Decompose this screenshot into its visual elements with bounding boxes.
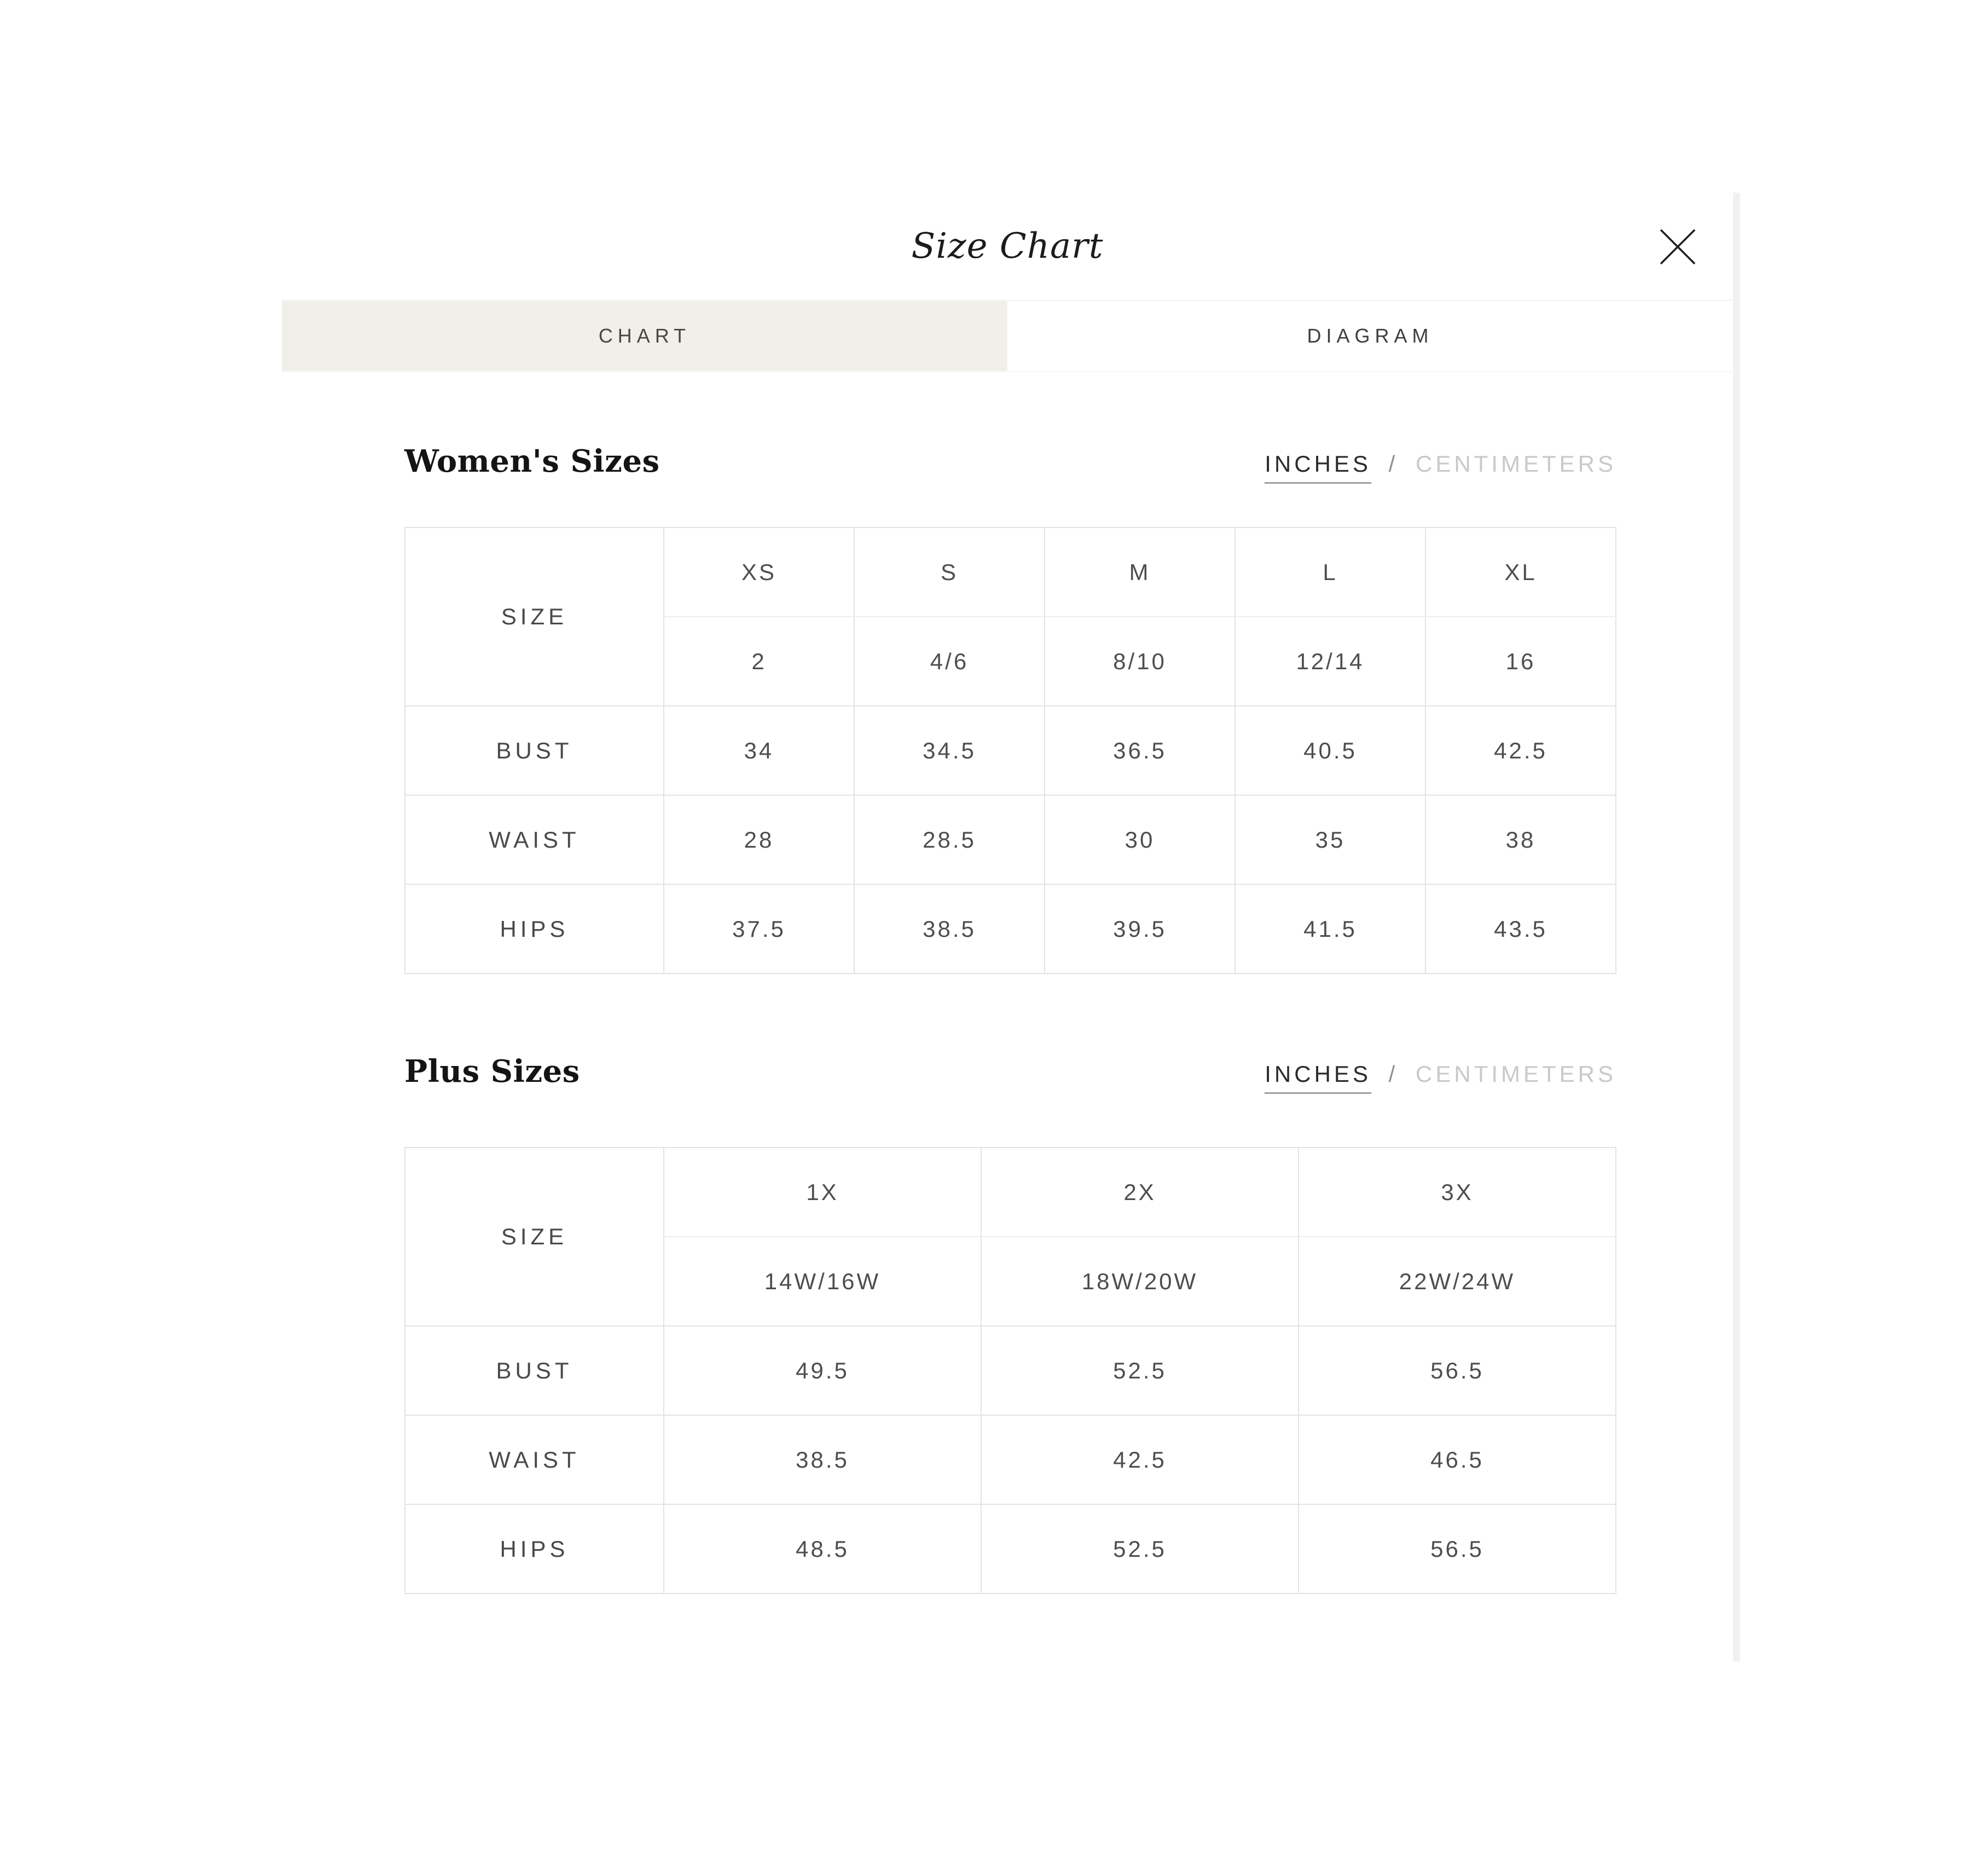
measurement-value-cell: 35 xyxy=(1235,795,1425,884)
measurement-row xyxy=(405,795,1616,884)
size-letter-cell: XL xyxy=(1425,528,1616,617)
measurement-value-cell: 28.5 xyxy=(854,795,1045,884)
size-header-row xyxy=(405,528,1616,617)
close-icon xyxy=(1658,228,1697,266)
measurement-value-cell: 52.5 xyxy=(981,1504,1299,1594)
size-corner-cell: SIZE xyxy=(405,528,664,706)
womens-sizes-table xyxy=(404,527,1616,974)
unit-inches-link[interactable]: INCHES xyxy=(1265,451,1371,484)
womens-sizes-section xyxy=(404,443,1616,974)
measurement-value-cell: 34 xyxy=(664,706,854,795)
section-header xyxy=(404,443,1616,487)
measurement-value-cell: 42.5 xyxy=(1425,706,1616,795)
measurement-value-cell: 41.5 xyxy=(1235,884,1425,974)
size-letter-cell: S xyxy=(854,528,1045,617)
size-letter-cell: 1X xyxy=(664,1148,981,1237)
measurement-value-cell: 46.5 xyxy=(1299,1415,1616,1504)
size-letter-cell: M xyxy=(1045,528,1235,617)
measurement-value-cell: 30 xyxy=(1045,795,1235,884)
unit-toggle xyxy=(1265,451,1616,477)
size-number-cell: 22W/24W xyxy=(1299,1237,1616,1326)
measurement-value-cell: 48.5 xyxy=(664,1504,981,1594)
size-letter-cell: 2X xyxy=(981,1148,1299,1237)
size-number-cell: 4/6 xyxy=(854,617,1045,706)
unit-centimeters-link[interactable]: CENTIMETERS xyxy=(1415,1061,1616,1087)
tab-diagram[interactable]: DIAGRAM xyxy=(1007,301,1733,371)
measurement-label-cell: BUST xyxy=(405,1326,664,1415)
womens-sizes-heading: Women's Sizes xyxy=(404,443,660,479)
unit-toggle xyxy=(1265,1061,1616,1087)
modal-header xyxy=(282,193,1733,300)
size-header-row xyxy=(405,1148,1616,1237)
measurement-value-cell: 42.5 xyxy=(981,1415,1299,1504)
measurement-value-cell: 56.5 xyxy=(1299,1326,1616,1415)
measurement-row xyxy=(405,706,1616,795)
modal-title: Size Chart xyxy=(911,226,1104,266)
plus-sizes-section xyxy=(404,1053,1616,1594)
size-number-cell: 12/14 xyxy=(1235,617,1425,706)
measurement-value-cell: 52.5 xyxy=(981,1326,1299,1415)
measurement-label-cell: HIPS xyxy=(405,884,664,974)
table-wrapper xyxy=(404,527,1616,974)
table-wrapper xyxy=(404,1147,1616,1594)
tab-chart[interactable]: CHART xyxy=(282,301,1007,371)
modal-content xyxy=(282,193,1733,1661)
section-header xyxy=(404,1053,1616,1097)
size-number-cell: 16 xyxy=(1425,617,1616,706)
measurement-value-cell: 49.5 xyxy=(664,1326,981,1415)
close-button[interactable] xyxy=(1656,225,1699,268)
size-number-cell: 8/10 xyxy=(1045,617,1235,706)
size-number-cell: 18W/20W xyxy=(981,1237,1299,1326)
plus-sizes-heading: Plus Sizes xyxy=(404,1053,580,1090)
measurement-label-cell: WAIST xyxy=(405,795,664,884)
size-number-cell: 2 xyxy=(664,617,854,706)
unit-separator: / xyxy=(1388,451,1399,477)
measurement-value-cell: 56.5 xyxy=(1299,1504,1616,1594)
unit-centimeters-link[interactable]: CENTIMETERS xyxy=(1415,451,1616,477)
measurement-row xyxy=(405,1504,1616,1594)
chart-tab-content xyxy=(404,443,1616,1671)
measurement-value-cell: 39.5 xyxy=(1045,884,1235,974)
measurement-value-cell: 38.5 xyxy=(664,1415,981,1504)
unit-separator: / xyxy=(1388,1061,1399,1087)
unit-inches-link[interactable]: INCHES xyxy=(1265,1061,1371,1094)
measurement-value-cell: 37.5 xyxy=(664,884,854,974)
tab-bar xyxy=(282,300,1733,372)
measurement-row xyxy=(405,1415,1616,1504)
measurement-value-cell: 43.5 xyxy=(1425,884,1616,974)
measurement-value-cell: 34.5 xyxy=(854,706,1045,795)
measurement-label-cell: HIPS xyxy=(405,1504,664,1594)
size-letter-cell: 3X xyxy=(1299,1148,1616,1237)
measurement-value-cell: 40.5 xyxy=(1235,706,1425,795)
size-letter-cell: L xyxy=(1235,528,1425,617)
measurement-value-cell: 38.5 xyxy=(854,884,1045,974)
measurement-value-cell: 38 xyxy=(1425,795,1616,884)
modal-scrollbar[interactable] xyxy=(1733,193,1740,1661)
measurement-label-cell: WAIST xyxy=(405,1415,664,1504)
measurement-row xyxy=(405,884,1616,974)
size-number-cell: 14W/16W xyxy=(664,1237,981,1326)
size-chart-modal xyxy=(282,193,1740,1661)
plus-sizes-table xyxy=(404,1147,1616,1594)
measurement-value-cell: 36.5 xyxy=(1045,706,1235,795)
size-corner-cell: SIZE xyxy=(405,1148,664,1326)
measurement-value-cell: 28 xyxy=(664,795,854,884)
measurement-label-cell: BUST xyxy=(405,706,664,795)
size-letter-cell: XS xyxy=(664,528,854,617)
measurement-row xyxy=(405,1326,1616,1415)
